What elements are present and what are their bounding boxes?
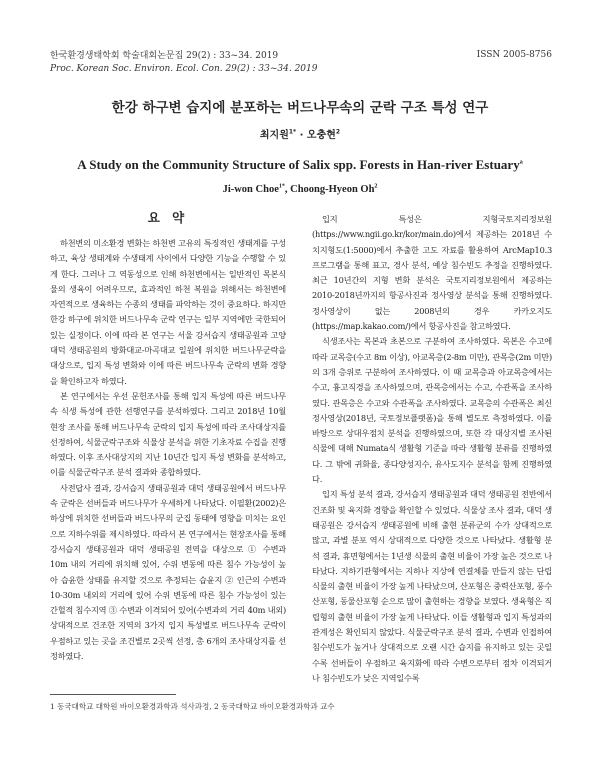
author-en-1: Ji-won Choe [222,184,279,195]
footnote-divider [50,694,176,695]
issn: ISSN 2005-8756 [476,50,552,60]
paragraph: 사전답사 결과, 강서습지 생태공원과 대덕 생태공원에서 버드나무속 군락은 선버들과 버드나무가 우세하게 나타났다. 이필환(2002)은 하상에 위치한 선버들과 버드나무의 군집 동태에 영향을 미치는 요인으로 지하수위를 제시하였다. 따라서 본 연구에서는 현장조사를 통해 강서습지 생태공원과 대덕 생태공원 전역을 대상으로 ① 수변과 10m 내의 거리에 위치해 있어, 수위 변동에 따른 침수 가능성이 높아 습윤한 상태를 유지할 것으로 추정되는 습윤지 ② 인근의 수변과 10-30m 내외의 거리에 있어 수위 변동에 따른 침수 가능성이 있는 간헐적 침수지역 ③ 수변과 이격되어 있어(수변과의 거리 40m 내외) 상대적으로 건조한 지역의 3가지 입지 특성별로 버드나무속 군락이 우점하고 있는 곳을 조건별로 2곳씩 선정, 총 6개의 조사대상지를 선정하였다. [50,482,286,662]
title-korean: 한강 하구변 습지에 분포하는 버드나무속의 군락 구조 특성 연구 [111,100,489,116]
footnote: 1 동국대학교 대학원 바이오환경과학과 석사과정, 2 동국대학교 바이오환경과학과 교수 [50,702,335,711]
author-en-2-affil: 2 [374,183,378,190]
left-column [50,236,286,664]
author-ko-2-affil: 2 [335,128,341,136]
author-ko-1: 최지원 [259,130,289,141]
paragraph: 식생조사는 목본과 초본으로 구분하여 조사하였다. 목본은 수고에 따라 교목층(수고 8m 이상), 아교목층(2-8m 미만), 관목층(2m 미만)의 3개 층위로 구분하여 조사하였다. 이 때 교목층과 아교목층에서는 수고, 흉고직경을 조사하였으며, 관목층에서는 수고, 수관폭을 조사하였다. 관목층은 수고와 수관폭을 조사하였다. 교목층의 수관폭은 최신 정사영상(2018년, 국토정보플랫폼)을 통해 별도로 측정하였다. 이를 바탕으로 상대우점치 분석을 진행하였으며, 또한 각 대상지별 조사된 식물에 대해 Numata식 생활형 기준을 따라 생활형 분류를 진행하였다. 그 밖에 귀화율, 종다양성지수, 유사도지수 분석을 함께 진행하였다. [312,336,552,485]
author-ko-1-affil: 1* [288,128,297,136]
author-en-1-affil: 1* [278,183,285,190]
paragraph: 입지 특성 분석 결과, 강서습지 생태공원과 대덕 생태공원 전반에서 건조화 및 육지화 경향을 확인할 수 있었다. 식물상 조사 결과, 대덕 생태공원은 강서습지 생태공원에 비해 출현 분류군의 수가 상대적으로 많고, 과별 분포 역시 상대적으로 다양한 것으로 나타났다. 생활형 분석 결과, 휴면형에서는 1년생 식물의 출현 비율이 가장 높은 것으로 나타났다. 지하기관형에서는 지하나 지상에 연결체를 만들지 않는 단립식물의 출현 비율이 가장 높게 나타났으며, 산포형은 중력산포형, 풍수산포형, 동물산포형 순으로 많이 출현하는 경향을 보였다. 생육형은 직립형의 출현 비율이 가장 높게 나타났다. 이들 생활형과 입지 특성과의 관계성은 확인되지 않았다. 식물군락구조 분석 결과, 수변과 인접하여 침수빈도가 높거나 상대적으로 오랜 시간 습지를 유지하고 있는 곳일수록 선버들이 우점하고 육지화에 따라 수변으로부터 점차 이격되거나 침수빈도가 낮은 지역일수록 [312,489,552,683]
paragraph: 본 연구에서는 우선 문헌조사를 통해 입지 특성에 따른 버드나무속 식생 특성에 관한 선행연구를 분석하였다. 그리고 2018년 10월 현장 조사를 통해 버드나무속 군락의 입지 특성에 따라 조사대상지를 선정하여, 식물군락구조와 식물상 분석을 위한 기초자료 수집을 진행하였다. 이후 조사대상지의 지난 10년간 입지 특성 변화를 분석하고, 이를 식물군락구조 분석 결과와 종합하였다. [50,390,286,478]
right-column [312,212,552,686]
title-english-text: A Study on the Community Structure of Salix spp. Forests in Han-river Estuary [77,157,520,172]
paragraph: 입지 특성은 지형국토지리정보원(https://www.ngii.go.kr/kor/main.do)에서 제공하는 2018년 수치지형도(1:5000)에서 추출한 고도 자료를 활용하여 ArcMap10.3 프로그램을 통해 표고, 경사 분석, 예상 침수빈도 추정을 진행하였다. 최근 10년간의 지형 변화 분석은 국토지리정보원에서 제공하는 2010-2018년까지의 항공사진과 정사영상 분석을 통해 진행하였다. 정사영상이 없는 2008년의 경우 카카오지도(https://map.kakao.com/)에서 항공사진을 참고하였다. [312,214,552,332]
title-english [0,157,600,173]
journal-citation-ko: 한국환경생태학회 학술대회논문집 29(2) : 33~34. 2019 [50,51,279,61]
author-en-2: , Choong-Hyeon Oh [284,184,375,195]
journal-header [50,50,317,76]
authors-english [0,184,600,195]
authors-korean [0,126,600,141]
abstract-heading: 요 약 [147,210,189,225]
journal-citation-en: Proc. Korean Soc. Environ. Ecol. Con. 29(2) : 33~34. 2019 [50,64,318,74]
paragraph: 하천변의 미소환경 변화는 하천변 고유의 특징적인 생태계를 구성하고, 육상 생태계와 수생태계 사이에서 다양한 기능을 수행할 수 있게 한다. 그러나 그 역동성으로 인해 하천변에서는 일반적인 목본식물의 생육이 어려우므로, 효과적인 하천 복원을 위해서는 하천변에 자연적으로 생육하는 수종의 생태를 파악하는 것이 중요하다. 하지만 한강 하구에 위치한 버드나무속 군락 연구는 일부 지역에만 국한되어 있는 실정이다. 이에 따라 본 연구는 서울 강서습지 생태공원과 고양 대덕 생태공원의 방화대교-마곡대교 일원에 위치한 버드나무군락을 대상으로, 입지 특성 변화와 이에 따른 버드나무속 군락의 변화 경향을 확인하고자 하였다. [50,238,286,386]
author-ko-2: · 오충현 [296,130,336,141]
title-english-note: a [519,159,523,166]
